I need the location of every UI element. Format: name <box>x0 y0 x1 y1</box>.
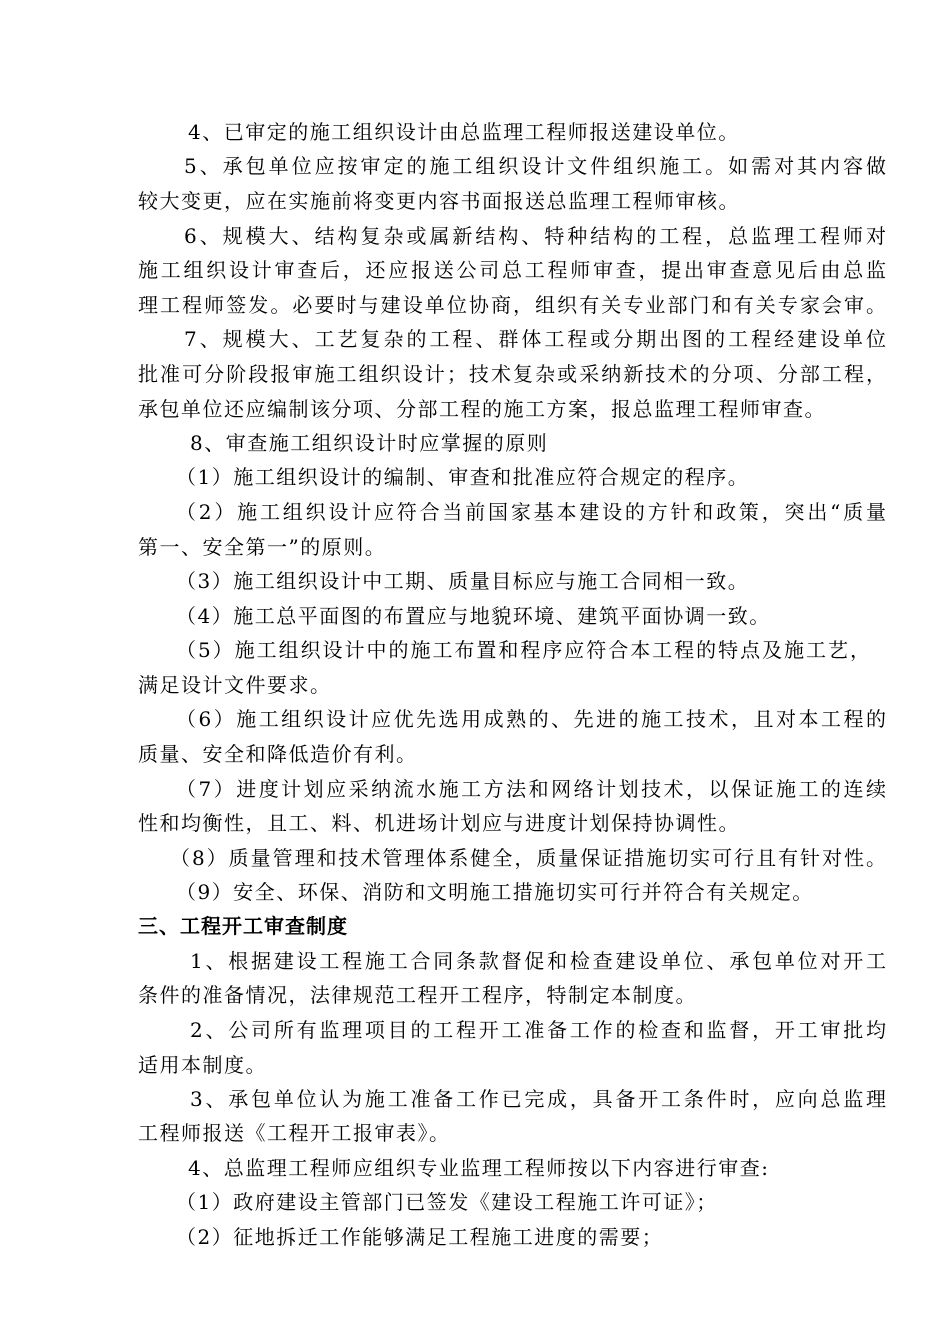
paragraph-line: 承包单位还应编制该分项、分部工程的施工方案，报总监理工程师审查。 <box>138 397 826 421</box>
paragraph-line: 2、公司所有监理项目的工程开工准备工作的检查和监督，开工审批均 <box>190 1018 886 1042</box>
paragraph-line: 理工程师签发。必要时与建设单位协商，组织有关专业部门和有关专家会审。 <box>138 293 886 317</box>
paragraph-line: （1）施工组织设计的编制、审查和批准应符合规定的程序。 <box>176 465 750 489</box>
paragraph-line: （9）安全、环保、消防和文明施工措施切实可行并符合有关规定。 <box>176 880 814 904</box>
paragraph-line: （2）施工组织设计应符合当前国家基本建设的方针和政策，突出“质量 <box>176 500 886 524</box>
paragraph-line: 质量、安全和降低造价有利。 <box>138 742 418 766</box>
section-heading: 三、工程开工审查制度 <box>138 914 348 938</box>
paragraph-line: 性和均衡性，且工、料、机进场计划应与进度计划保持协调性。 <box>138 811 740 835</box>
paragraph-line: （7）进度计划应采纳流水施工方法和网络计划技术，以保证施工的连续 <box>176 777 886 801</box>
paragraph-line: 6、规模大、结构复杂或属新结构、特种结构的工程，总监理工程师对 <box>184 224 886 248</box>
paragraph-line: 1、根据建设工程施工合同条款督促和检查建设单位、承包单位对开工 <box>190 949 886 973</box>
paragraph-line: （5）施工组织设计中的施工布置和程序应符合本工程的特点及施工艺， <box>176 638 870 662</box>
paragraph-line: （6）施工组织设计应优先选用成熟的、先进的施工技术，且对本工程的 <box>176 707 886 731</box>
paragraph-line: 8、审查施工组织设计时应掌握的原则 <box>190 431 549 455</box>
paragraph-line: 适用本制度。 <box>138 1053 267 1077</box>
paragraph-line: 工程师报送《工程开工报审表》。 <box>138 1121 451 1145</box>
paragraph-line: 4、总监理工程师应组织专业监理工程师按以下内容进行审查: <box>188 1156 770 1180</box>
paragraph-line: 满足设计文件要求。 <box>138 673 332 697</box>
paragraph-line: （4）施工总平面图的布置应与地貌环境、建筑平面协调一致。 <box>176 604 771 628</box>
paragraph-line: 第一、安全第一”的原则。 <box>138 535 387 559</box>
paragraph-line: 施工组织设计审查后，还应报送公司总工程师审查，提出审查意见后由总监 <box>138 258 886 282</box>
paragraph-line: （2）征地拆迁工作能够满足工程施工进度的需要； <box>176 1225 664 1249</box>
paragraph-line: （1）政府建设主管部门已签发《建设工程施工许可证》； <box>176 1190 718 1214</box>
paragraph-line: （8）质量管理和技术管理体系健全，质量保证措施切实可行且有针对性。 <box>170 846 886 870</box>
paragraph-line: 7、规模大、工艺复杂的工程、群体工程或分期出图的工程经建设单位 <box>184 327 886 351</box>
paragraph-line: 4、已审定的施工组织设计由总监理工程师报送建设单位。 <box>188 120 740 144</box>
paragraph-line: 较大变更，应在实施前将变更内容书面报送总监理工程师审核。 <box>138 189 740 213</box>
paragraph-line: 3、承包单位认为施工准备工作已完成，具备开工条件时，应向总监理 <box>190 1087 886 1111</box>
paragraph-line: （3）施工组织设计中工期、质量目标应与施工合同相一致。 <box>176 569 750 593</box>
paragraph-line: 条件的准备情况，法律规范工程开工程序，特制定本制度。 <box>138 983 697 1007</box>
paragraph-line: 批准可分阶段报审施工组织设计；技术复杂或采纳新技术的分项、分部工程， <box>138 362 886 386</box>
paragraph-line: 5、承包单位应按审定的施工组织设计文件组织施工。如需对其内容做 <box>184 154 886 178</box>
